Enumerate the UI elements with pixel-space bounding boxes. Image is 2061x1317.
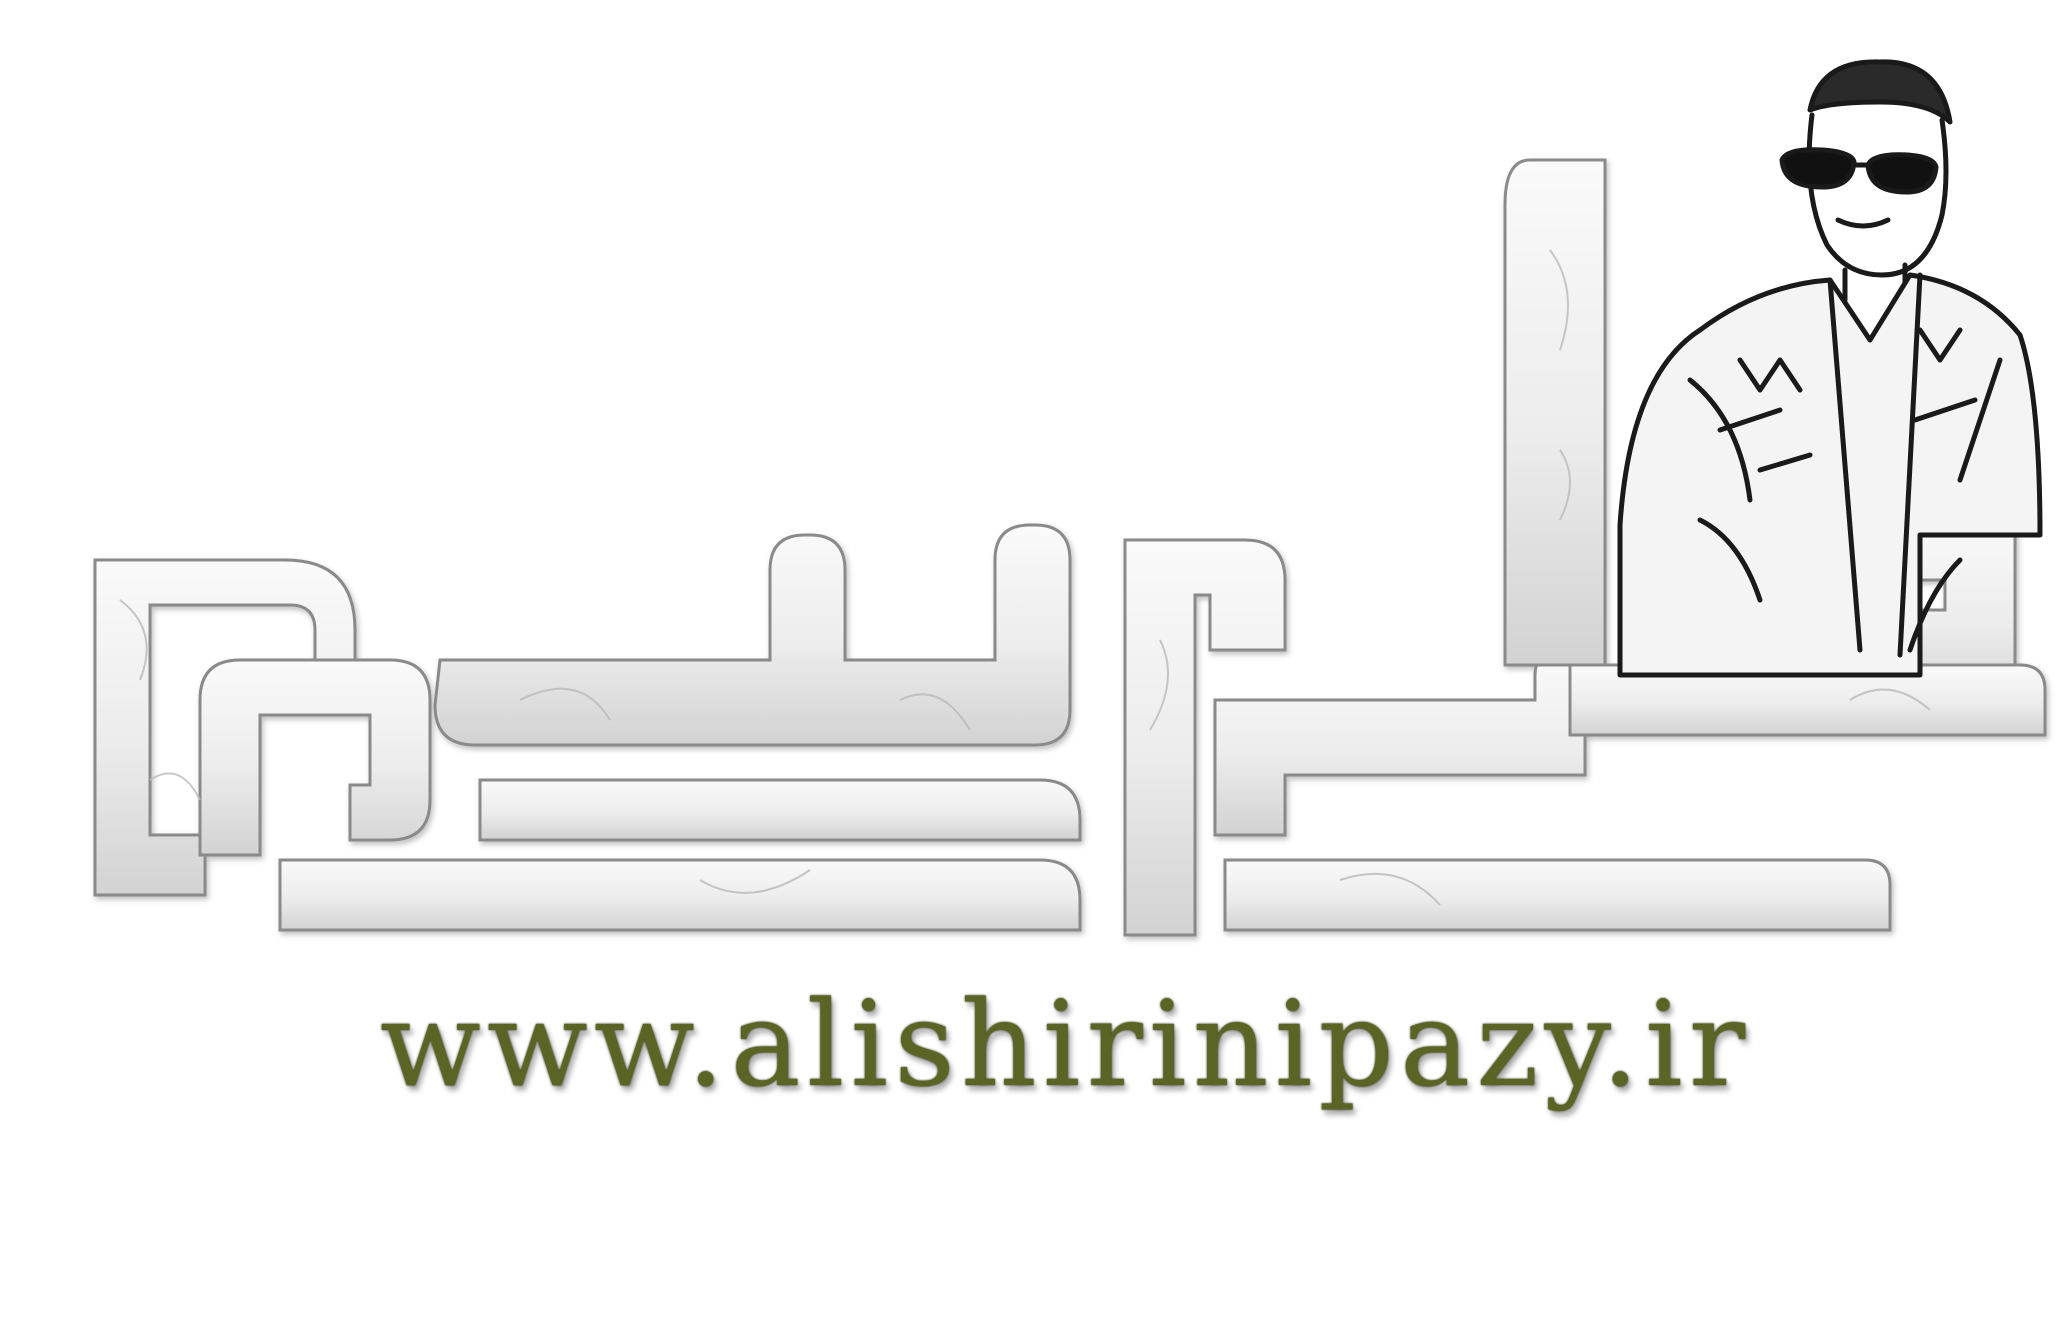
letter-alef	[1505, 160, 1605, 665]
letter-hook	[200, 660, 430, 855]
letter-ra-inner	[1215, 655, 1585, 835]
letter-mid-bar	[480, 780, 1080, 840]
letter-shin-stems	[435, 525, 1070, 745]
letter-base-bar	[280, 860, 1080, 930]
letter-bottom-right-bar	[1225, 860, 1890, 930]
website-url[interactable]: www.alishirinipazy.ir	[379, 975, 1752, 1113]
